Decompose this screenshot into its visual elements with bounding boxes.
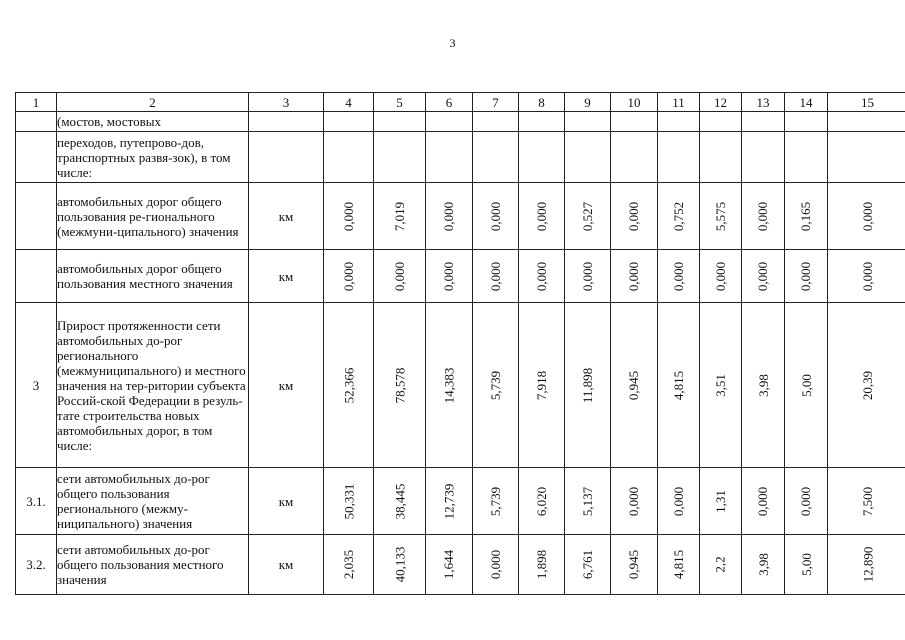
value-text: 5,575 <box>713 201 728 231</box>
value-cell <box>374 250 426 303</box>
value-cell <box>785 468 828 535</box>
value-cell <box>700 468 742 535</box>
value-text: 0,000 <box>798 486 814 516</box>
value-cell <box>565 132 611 183</box>
value-cell <box>658 183 700 250</box>
value-cell <box>611 112 658 132</box>
value-cell <box>374 468 426 535</box>
value-cell <box>828 250 905 303</box>
value-text: 12,739 <box>441 483 457 519</box>
value-text: 2,2 <box>713 556 728 573</box>
value-cell <box>374 132 426 183</box>
value-text: 0,945 <box>626 549 642 580</box>
value-cell <box>828 183 905 250</box>
value-text: 5,739 <box>488 486 503 516</box>
value-cell <box>742 303 785 468</box>
value-text: 0,000 <box>534 261 549 291</box>
value-cell <box>473 303 519 468</box>
value-text: 0,000 <box>860 261 875 291</box>
value-cell <box>519 132 565 183</box>
value-cell <box>700 112 742 132</box>
value-text: 0,000 <box>671 486 686 516</box>
value-cell <box>785 535 828 595</box>
value-text: 0,000 <box>626 201 642 231</box>
value-cell <box>742 112 785 132</box>
column-header-9: 9 <box>565 93 611 112</box>
value-cell <box>785 250 828 303</box>
value-text: 1,644 <box>441 549 457 580</box>
value-cell <box>426 303 473 468</box>
value-cell <box>473 468 519 535</box>
value-cell <box>565 535 611 595</box>
value-text: 0,000 <box>392 261 407 291</box>
table-row <box>16 112 905 132</box>
value-cell <box>658 250 700 303</box>
row-number <box>16 132 57 183</box>
column-header-11: 11 <box>658 93 700 112</box>
value-cell <box>742 250 785 303</box>
value-cell <box>324 303 374 468</box>
value-text: 1,898 <box>534 549 549 580</box>
value-cell <box>519 183 565 250</box>
value-cell <box>565 183 611 250</box>
value-text: 14,383 <box>441 367 457 403</box>
value-cell <box>785 112 828 132</box>
value-text: 0,000 <box>755 201 771 231</box>
value-cell <box>374 535 426 595</box>
value-cell <box>742 535 785 595</box>
value-cell <box>658 535 700 595</box>
value-cell <box>473 112 519 132</box>
value-cell <box>785 303 828 468</box>
row-number <box>16 183 57 250</box>
value-cell <box>700 303 742 468</box>
row-unit: км <box>249 468 324 535</box>
value-cell <box>565 250 611 303</box>
value-text: 0,945 <box>626 370 642 400</box>
column-header-12: 12 <box>700 93 742 112</box>
table-row <box>16 468 905 535</box>
value-text: 5,739 <box>488 370 503 400</box>
column-header-13: 13 <box>742 93 785 112</box>
value-text: 7,500 <box>860 486 875 516</box>
column-header-14: 14 <box>785 93 828 112</box>
value-text: 7,918 <box>534 370 549 400</box>
row-unit: км <box>249 303 324 468</box>
row-unit: км <box>249 250 324 303</box>
value-cell <box>742 132 785 183</box>
value-cell <box>324 535 374 595</box>
value-text: 0,000 <box>755 261 771 291</box>
value-cell <box>658 112 700 132</box>
value-cell <box>611 183 658 250</box>
value-text: 0,000 <box>580 261 595 291</box>
value-cell <box>519 468 565 535</box>
value-cell <box>700 535 742 595</box>
value-cell <box>473 132 519 183</box>
row-description: сети автомобильных до-рог общего пользования местного значения <box>57 535 249 595</box>
value-cell <box>565 468 611 535</box>
value-text: 0,000 <box>341 201 356 231</box>
column-header-3: 3 <box>249 93 324 112</box>
value-text: 0,000 <box>798 261 814 291</box>
row-description: (мостов, мостовых <box>57 112 249 132</box>
value-cell <box>611 250 658 303</box>
value-text: 0,000 <box>755 486 771 516</box>
value-cell <box>611 132 658 183</box>
value-text: 6,020 <box>534 486 549 516</box>
value-text: 0,000 <box>626 261 642 291</box>
value-cell <box>324 183 374 250</box>
value-cell <box>324 112 374 132</box>
value-cell <box>611 468 658 535</box>
row-unit: км <box>249 183 324 250</box>
value-cell <box>519 535 565 595</box>
value-cell <box>658 468 700 535</box>
row-description: переходов, путепрово-дов, транспортных развя-зок), в том числе: <box>57 132 249 183</box>
value-text: 4,815 <box>671 370 686 400</box>
row-number: 3.2. <box>16 535 57 595</box>
value-cell <box>700 132 742 183</box>
value-text: 0,000 <box>441 201 457 231</box>
row-description: сети автомобильных до-рог общего пользования регионального (межму-ниципального) значения <box>57 468 249 535</box>
value-cell <box>519 250 565 303</box>
value-text: 4,815 <box>671 549 686 580</box>
row-description: Прирост протяженности сети автомобильных до-рог регионального (межмуниципального) и местного значения на тер-ритории субъекта Россий-ской Федерации в резуль-тате строительства новых автомобильных дорог, в том числе: <box>57 303 249 468</box>
table-row <box>16 303 905 468</box>
value-cell <box>700 250 742 303</box>
value-cell <box>658 132 700 183</box>
column-header-7: 7 <box>473 93 519 112</box>
page-number: 3 <box>449 36 456 50</box>
column-header-15: 15 <box>828 93 905 112</box>
table-row <box>16 183 905 250</box>
value-cell <box>565 303 611 468</box>
table-row <box>16 250 905 303</box>
column-header-6: 6 <box>426 93 473 112</box>
value-text: 0,527 <box>580 201 595 231</box>
row-number <box>16 112 57 132</box>
value-cell <box>473 250 519 303</box>
row-number <box>16 250 57 303</box>
value-text: 50,331 <box>341 483 356 519</box>
table-row <box>16 535 905 595</box>
value-cell <box>785 183 828 250</box>
value-cell <box>658 303 700 468</box>
value-cell <box>828 132 905 183</box>
value-text: 0,000 <box>488 261 503 291</box>
value-cell <box>742 183 785 250</box>
value-text: 3,51 <box>713 373 728 397</box>
value-text: 5,00 <box>798 373 814 397</box>
value-text: 0,000 <box>860 201 875 231</box>
value-text: 0,000 <box>441 261 457 291</box>
value-text: 40,133 <box>392 546 407 583</box>
value-text: 20,39 <box>860 370 875 400</box>
value-text: 0,000 <box>534 201 549 231</box>
row-description: автомобильных дорог общего пользования ре-гионального (межмуни-ципального) значения <box>57 183 249 250</box>
value-cell <box>519 112 565 132</box>
value-cell <box>426 468 473 535</box>
value-cell <box>828 535 905 595</box>
value-cell <box>742 468 785 535</box>
value-text: 12,890 <box>860 546 875 583</box>
value-text: 11,898 <box>580 367 595 403</box>
value-text: 52,366 <box>341 367 356 403</box>
value-text: 5,00 <box>798 553 814 576</box>
value-cell <box>611 303 658 468</box>
value-cell <box>426 535 473 595</box>
value-cell <box>374 183 426 250</box>
value-text: 0,000 <box>488 549 503 580</box>
row-unit <box>249 112 324 132</box>
column-header-10: 10 <box>611 93 658 112</box>
header-row <box>16 93 905 112</box>
value-text: 5,137 <box>580 486 595 516</box>
value-text: 78,578 <box>392 367 407 403</box>
value-cell <box>426 132 473 183</box>
row-number: 3 <box>16 303 57 468</box>
value-cell <box>426 250 473 303</box>
column-header-4: 4 <box>324 93 374 112</box>
table-row <box>16 132 905 183</box>
row-unit: км <box>249 535 324 595</box>
value-text: 1,31 <box>713 489 728 513</box>
value-text: 0,000 <box>626 486 642 516</box>
value-cell <box>426 112 473 132</box>
value-text: 0,000 <box>341 261 356 291</box>
column-header-8: 8 <box>519 93 565 112</box>
value-text: 6,761 <box>580 549 595 580</box>
value-text: 0,752 <box>671 201 686 231</box>
column-header-2: 2 <box>57 93 249 112</box>
value-cell <box>828 303 905 468</box>
value-cell <box>473 183 519 250</box>
value-cell <box>785 132 828 183</box>
value-cell <box>374 303 426 468</box>
value-text: 2,035 <box>341 549 356 580</box>
value-cell <box>611 535 658 595</box>
value-cell <box>828 468 905 535</box>
value-cell <box>700 183 742 250</box>
value-text: 38,445 <box>392 483 407 519</box>
value-text: 0,000 <box>713 261 728 291</box>
value-text: 3,98 <box>755 373 771 397</box>
row-number: 3.1. <box>16 468 57 535</box>
value-cell <box>324 468 374 535</box>
row-unit <box>249 132 324 183</box>
value-cell <box>374 112 426 132</box>
value-cell <box>324 250 374 303</box>
value-cell <box>426 183 473 250</box>
value-cell <box>519 303 565 468</box>
value-text: 0,000 <box>671 261 686 291</box>
value-text: 0,165 <box>798 201 814 231</box>
value-cell <box>828 112 905 132</box>
value-text: 0,000 <box>488 201 503 231</box>
value-cell <box>324 132 374 183</box>
value-cell <box>473 535 519 595</box>
indicator-table <box>15 92 905 595</box>
value-text: 3,98 <box>755 553 771 576</box>
column-header-5: 5 <box>374 93 426 112</box>
value-text: 7,019 <box>392 201 407 231</box>
column-header-1: 1 <box>16 93 57 112</box>
row-description: автомобильных дорог общего пользования местного значения <box>57 250 249 303</box>
value-cell <box>565 112 611 132</box>
